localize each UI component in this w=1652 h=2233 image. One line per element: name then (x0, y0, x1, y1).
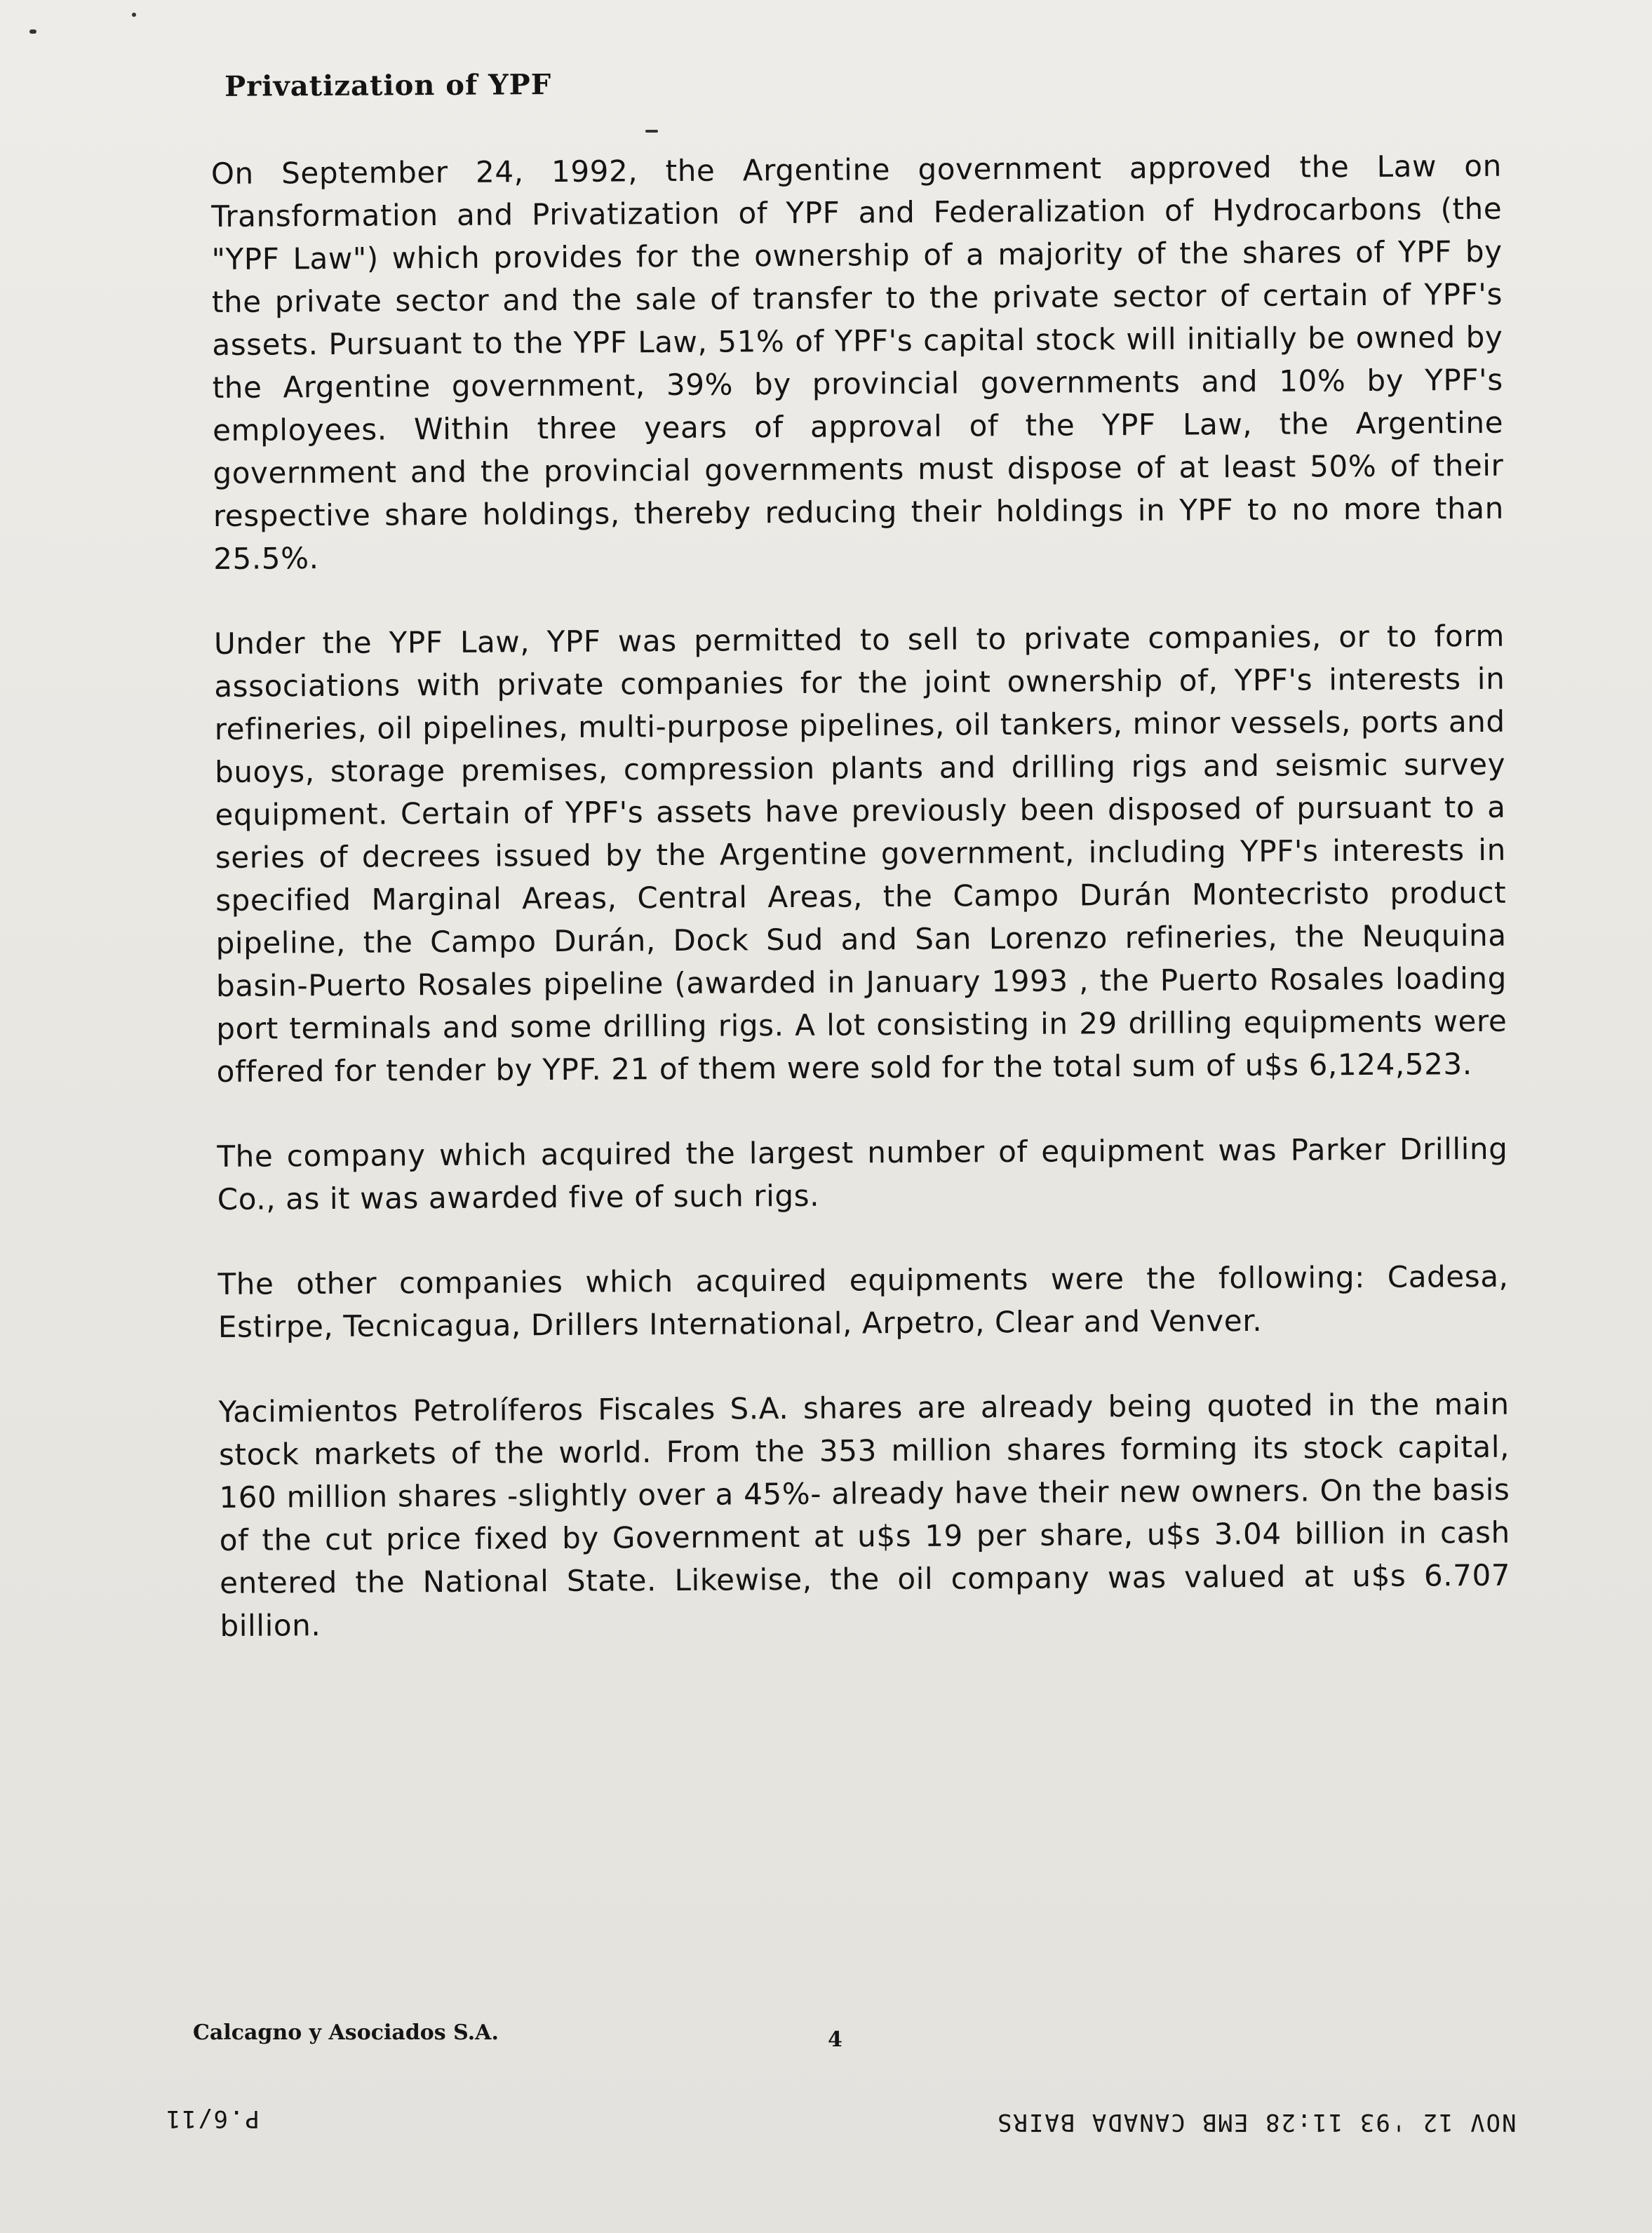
document-body (210, 62, 1511, 1689)
paragraph-largest-buyer: The company which acquired the largest number of equipment was Parker Drilling Co., as it was awarded five of such rigs. (217, 1131, 1508, 1216)
scan-speck (132, 13, 136, 17)
paragraph-asset-sales: Under the YPF Law, YPF was permitted to sell to private companies, or to form associations with private companies for the joint ownership of, YPF's interests in refineries, oil pipelines, multi-purpose pipelines, oil tankers, minor vessels, ports and buoys, storage premises, compression plants and drilling rigs and seismic survey equipment. Certain of YPF's assets have previously been disposed of pursuant to a series of decrees issued by the Argentine government, including YPF's interests in specified Marginal Areas, Central Areas, the Campo Durán Montecristo product pipeline, the Campo Durán, Dock Sud and San Lorenzo refineries, the Neuquina basin-Puerto Rosales pipeline (awarded in January 1993 , the Puerto Rosales loading port terminals and some drilling rigs. A lot consisting in 29 drilling equipments were offered for tender by YPF. 21 of them were sold for the total sum of u$s 6,124,523. (213, 618, 1507, 1089)
paragraph-share-quotation: Yacimientos Petrolíferos Fiscales S.A. shares are already being quoted in the main stock markets of the world. From the 353 million shares forming its stock capital, 160 million shares -slightly over a 45%- already have their new owners. On the basis of the cut price fixed by Government at u$s 19 per share, u$s 3.04 billion in cash entered the National State. Likewise, the oil company was valued at u$s 6.707 billion. (218, 1386, 1511, 1643)
fax-transmission-header: NOV 12 '93 11:28 EMB CANADA BAIRS (996, 2108, 1517, 2136)
document-title: Privatization of YPF (224, 68, 552, 103)
paragraph-ypf-law: On September 24, 1992, the Argentine government approved the Law on Transformation and Privatization of YPF and Federalization of Hydrocarbons (the "YPF Law") which provides for the ownership of a majority of the shares of YPF by the private sector and the sale of transfer to the private sector of certain of YPF's assets. Pursuant to the YPF Law, 51% of YPF's capital stock will initially be owned by the Argentine government, 39% by provincial governments and 10% by YPF's employees. Within three years of approval of the YPF Law, the Argentine government and the provincial governments must dispose of at least 50% of their respective share holdings, thereby reducing their holdings in YPF to no more than 25.5%. (210, 148, 1504, 576)
fax-page-reference: P.6/11 (165, 2105, 260, 2133)
page-number: 4 (828, 2027, 842, 2052)
footer-company: Calcagno y Asociados S.A. (193, 2020, 499, 2045)
scan-speck (29, 29, 36, 34)
paragraph-other-buyers: The other companies which acquired equipments were the following: Cadesa, Estirpe, Tecnicagua, Drillers International, Arpetro, Clear and Venver. (217, 1259, 1509, 1344)
